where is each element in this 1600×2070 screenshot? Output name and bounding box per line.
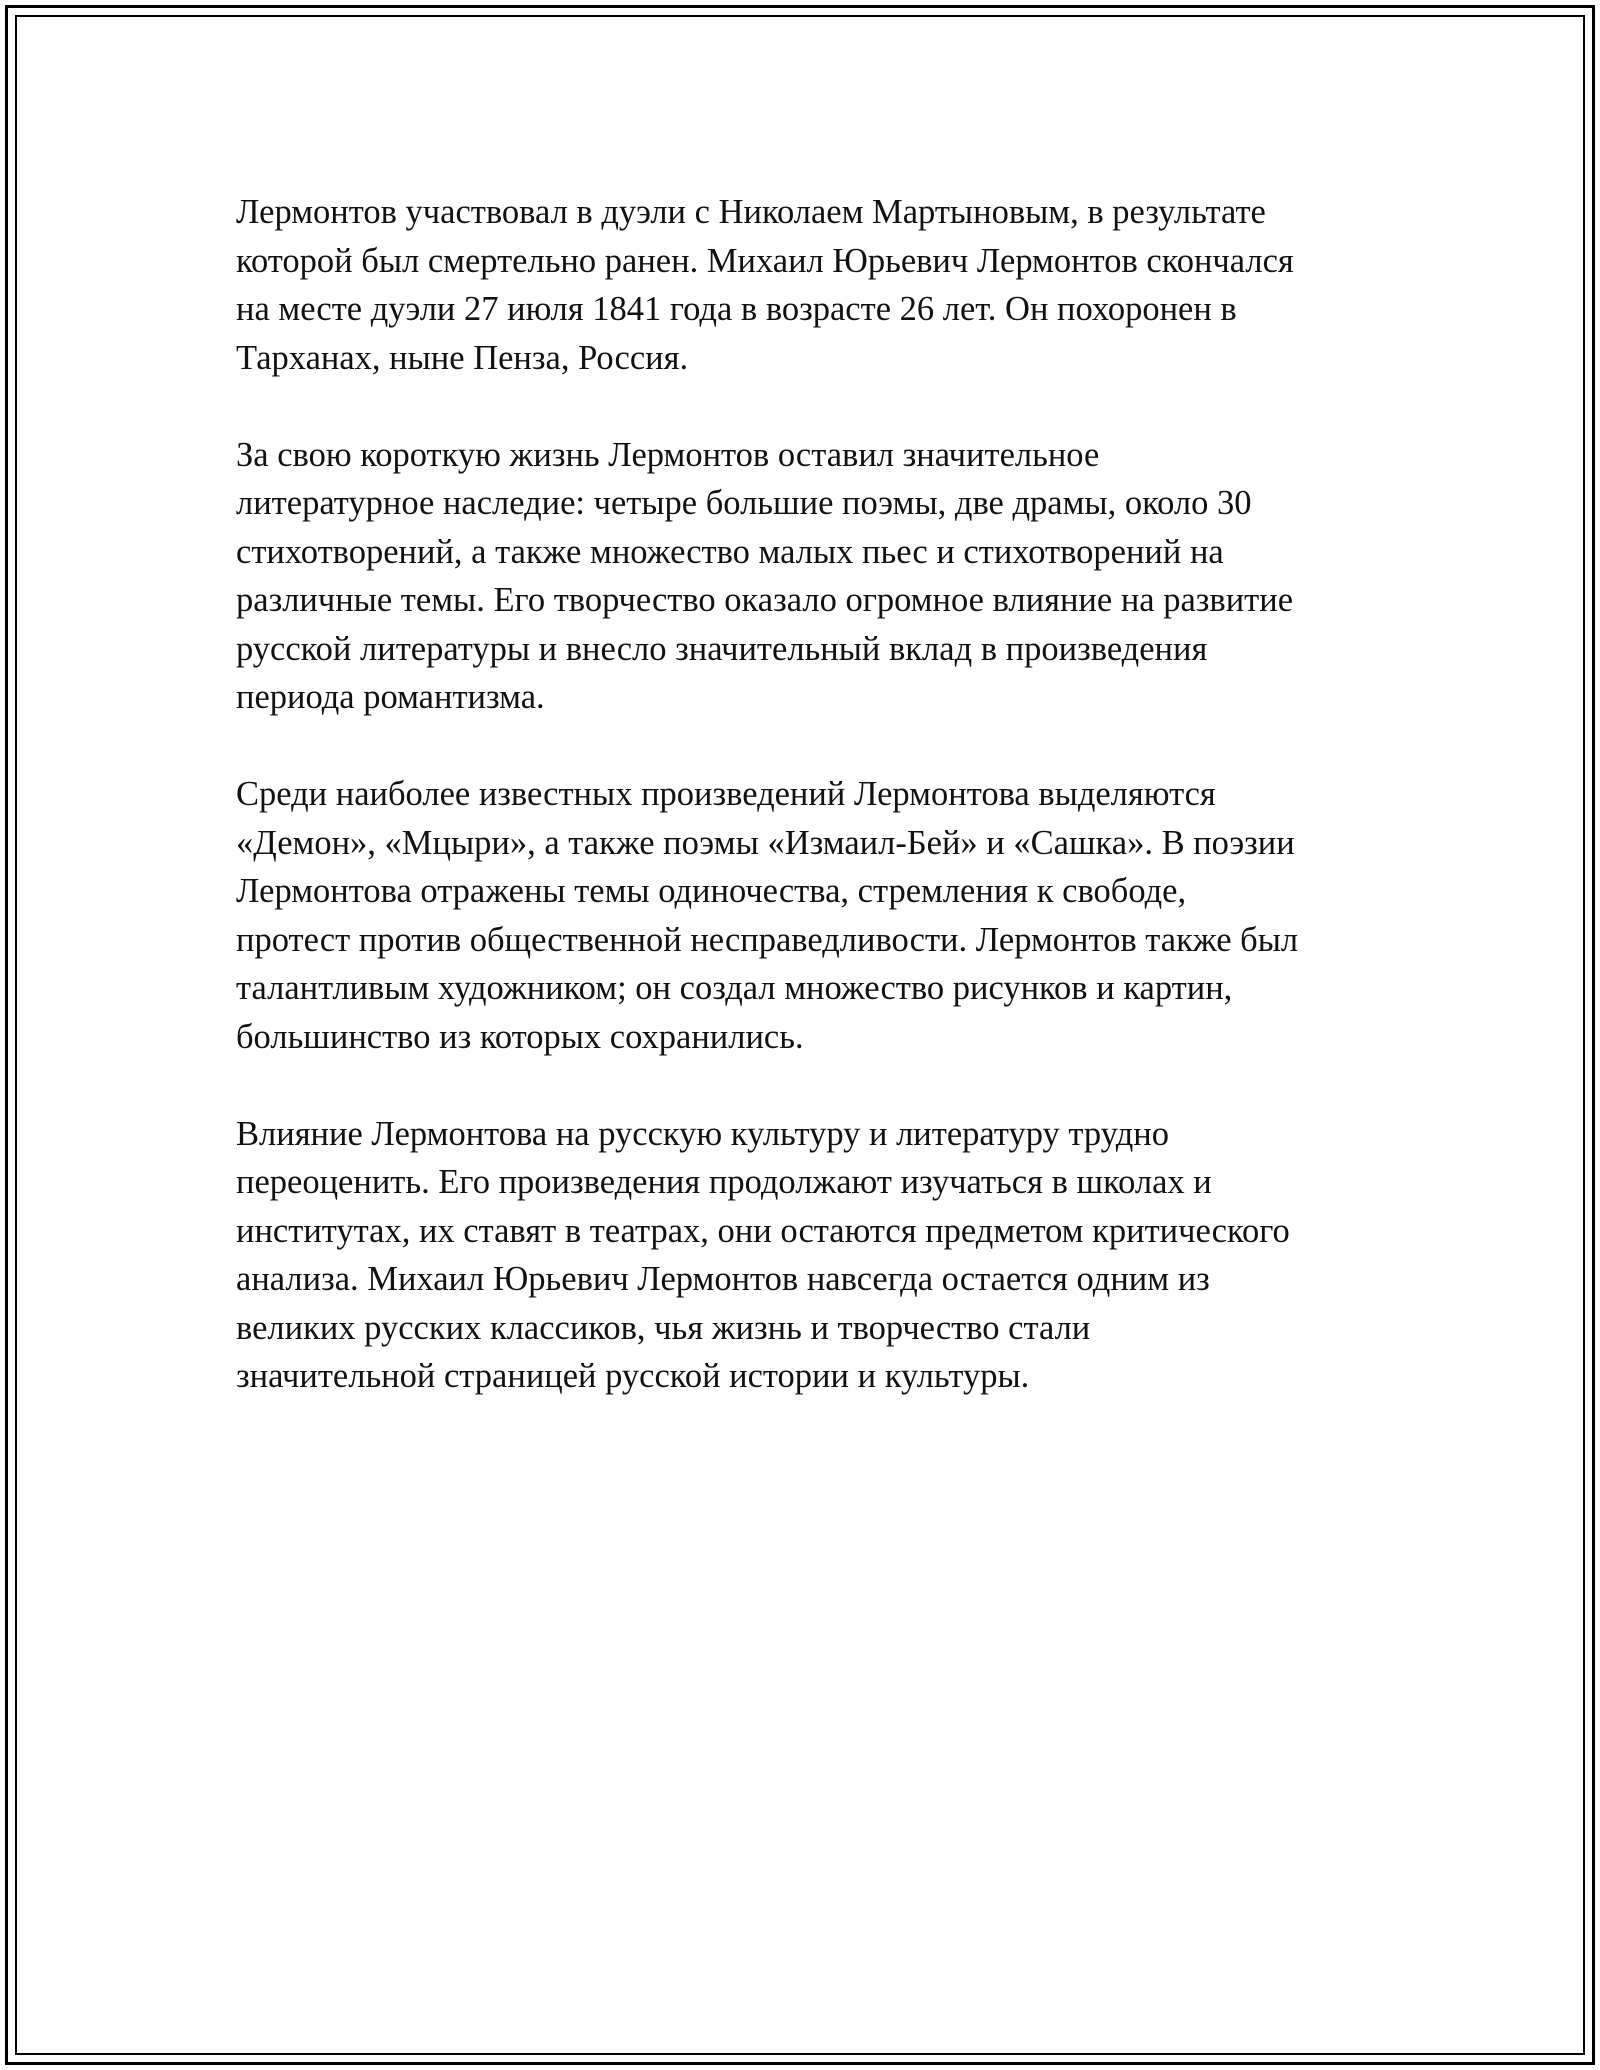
- text-line: За свою короткую жизнь Лермонтов оставил значительное: [236, 435, 1100, 474]
- text-line: большинство из которых сохранились.: [236, 1017, 804, 1056]
- text-line: Тарханах, ныне Пенза, Россия.: [236, 338, 689, 377]
- text-line: стихотворений, а также множество малых пьес и стихотворений на: [236, 532, 1224, 571]
- text-line: великих русских классиков, чья жизнь и творчество стали: [236, 1308, 1091, 1347]
- paragraph-1: [236, 188, 1426, 382]
- text-line: «Демон», «Мцыри», а также поэмы «Измаил-Бей» и «Сашка». В поэзии: [236, 823, 1295, 862]
- text-line: Среди наиболее известных произведений Лермонтова выделяются: [236, 775, 1216, 813]
- text-line: на месте дуэли 27 июля 1841 года в возрасте 26 лет. Он похоронен в: [236, 290, 1237, 328]
- text-line: значительной страницей русской истории и культуры.: [236, 1357, 1030, 1395]
- text-line: литературное наследие: четыре большие поэмы, две драмы, около 30: [236, 484, 1252, 522]
- text-line: русской литературы и внесло значительный вклад в произведения: [236, 629, 1208, 668]
- text-line: переоценить. Его произведения продолжают изучаться в школах и: [236, 1163, 1212, 1201]
- text-line: Лермонтов участвовал в дуэли с Николаем Мартыновым, в результате: [236, 193, 1266, 231]
- text-line: которой был смертельно ранен. Михаил Юрьевич Лермонтов скончался: [236, 241, 1294, 280]
- text-line: Влияние Лермонтова на русскую культуру и литературу трудно: [236, 1114, 1169, 1153]
- text-line: различные темы. Его творчество оказало огромное влияние на развитие: [236, 581, 1294, 619]
- text-line: периода романтизма.: [236, 678, 545, 716]
- paragraph-4: [236, 1110, 1426, 1401]
- paragraph-3: [236, 770, 1426, 1061]
- text-line: Лермонтова отражены темы одиночества, стремления к свободе,: [236, 872, 1187, 910]
- text-line: анализа. Михаил Юрьевич Лермонтов навсегда остается одним из: [236, 1260, 1210, 1298]
- text-line: институтах, их ставят в театрах, они остаются предметом критического: [236, 1211, 1290, 1250]
- paragraph-2: [236, 431, 1426, 722]
- text-line: протест против общественной несправедливости. Лермонтов также был: [236, 920, 1299, 959]
- document-body: [236, 188, 1426, 1449]
- text-line: талантливым художником; он создал множество рисунков и картин,: [236, 969, 1233, 1007]
